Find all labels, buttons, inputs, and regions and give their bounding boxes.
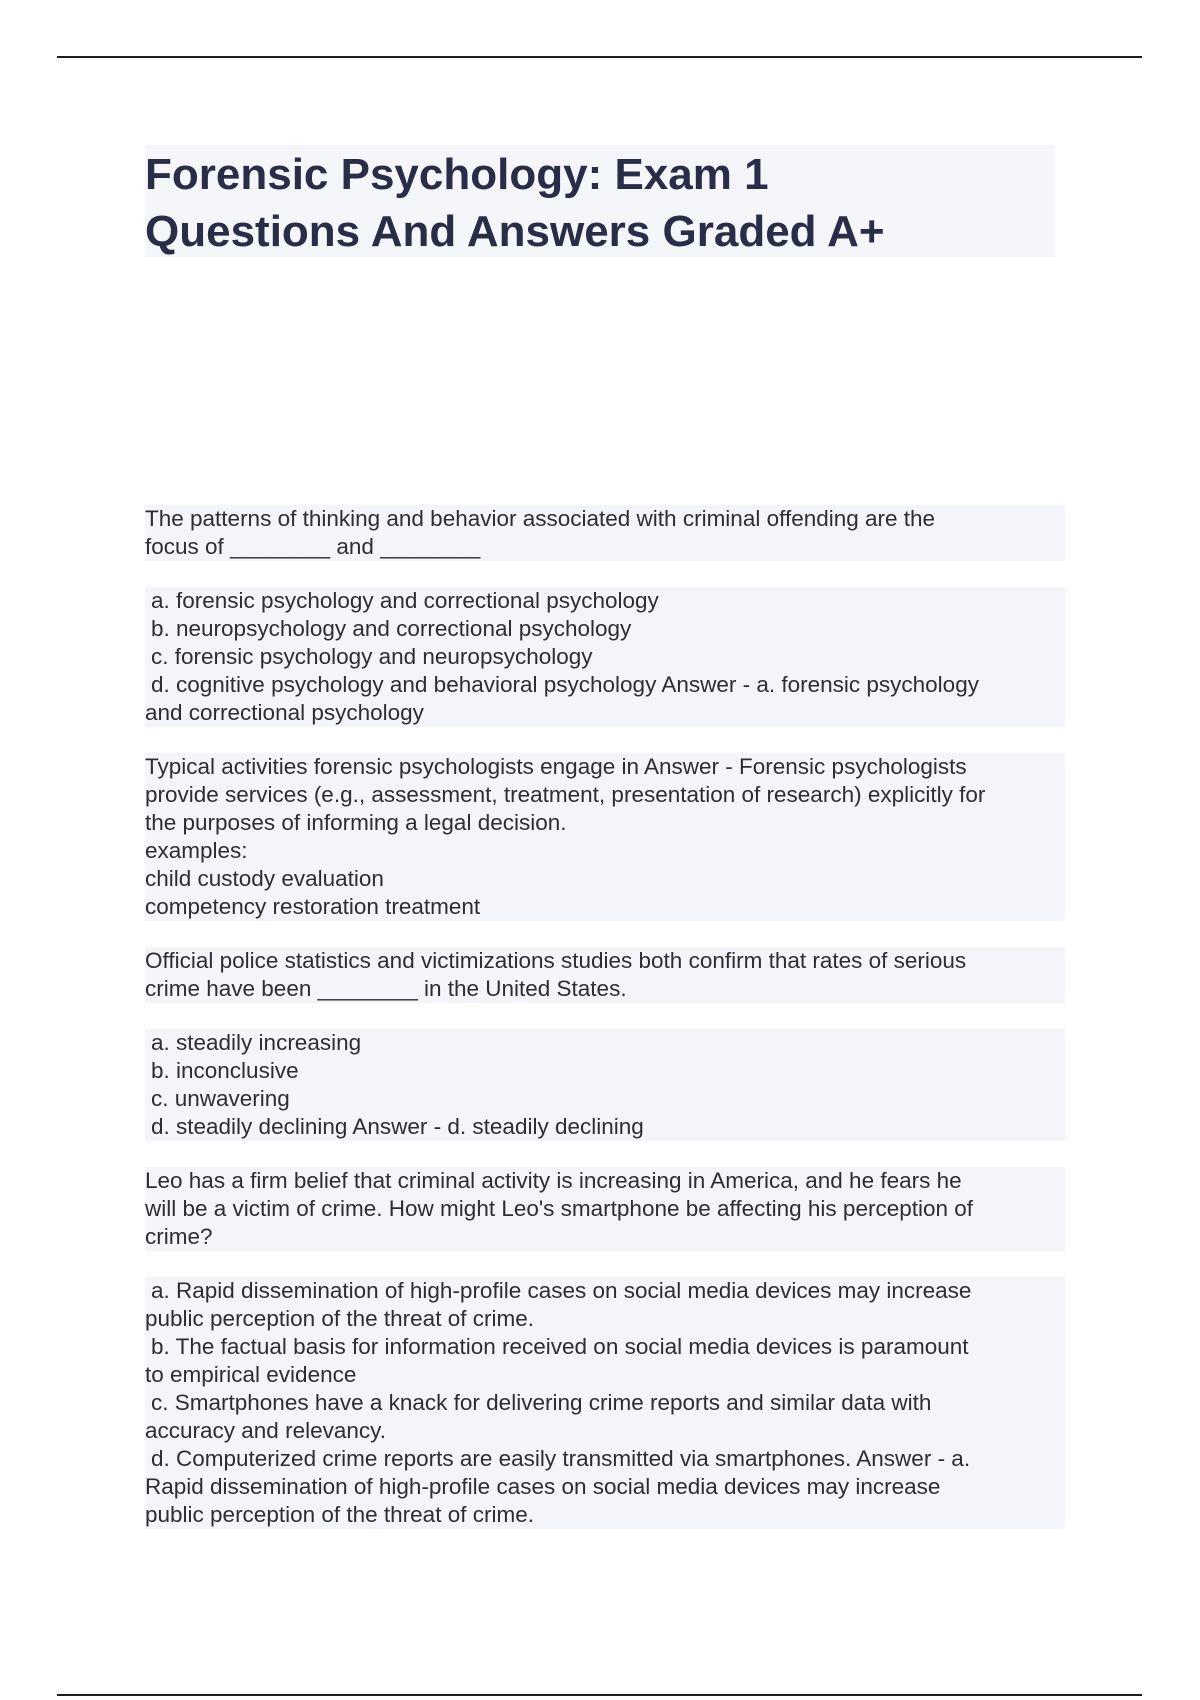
option-b: b. The factual basis for information received on social media devices is paramount <box>145 1333 1065 1361</box>
option-a: a. Rapid dissemination of high-profile cases on social media devices may increase <box>145 1277 1065 1305</box>
option-c: c. unwavering <box>145 1085 1065 1113</box>
text-line: to empirical evidence <box>145 1361 1065 1389</box>
document-title <box>145 145 1055 257</box>
text-line: Leo has a firm belief that criminal activity is increasing in America, and he fears he <box>145 1167 1065 1195</box>
title-line-1: Forensic Psychology: Exam 1 <box>145 150 769 199</box>
question-1-options <box>145 587 1065 727</box>
top-rule <box>57 56 1142 58</box>
text-line: provide services (e.g., assessment, treatment, presentation of research) explicitly for <box>145 781 1065 809</box>
question-4-options <box>145 1277 1065 1529</box>
title-line-2: Questions And Answers Graded A+ <box>145 207 885 256</box>
text-line: will be a victim of crime. How might Leo's smartphone be affecting his perception of <box>145 1195 1065 1223</box>
text-line: examples: <box>145 837 1065 865</box>
document-body <box>145 505 1065 1555</box>
question-3-stem <box>145 947 1065 1003</box>
text-line: crime have been ________ in the United States. <box>145 975 1065 1003</box>
question-2 <box>145 753 1065 921</box>
answer-continuation: and correctional psychology <box>145 699 1065 727</box>
text-line: public perception of the threat of crime. <box>145 1501 1065 1529</box>
option-d-with-answer: d. cognitive psychology and behavioral psychology Answer - a. forensic psychology <box>145 671 1065 699</box>
text-line: child custody evaluation <box>145 865 1065 893</box>
text-line: competency restoration treatment <box>145 893 1065 921</box>
option-a: a. steadily increasing <box>145 1029 1065 1057</box>
option-b: b. neuropsychology and correctional psychology <box>145 615 1065 643</box>
option-b: b. inconclusive <box>145 1057 1065 1085</box>
text-line: focus of ________ and ________ <box>145 533 1065 561</box>
text-line: crime? <box>145 1223 1065 1251</box>
option-d-with-answer: d. steadily declining Answer - d. steadily declining <box>145 1113 1065 1141</box>
option-d-with-answer: d. Computerized crime reports are easily transmitted via smartphones. Answer - a. <box>145 1445 1065 1473</box>
text-line: The patterns of thinking and behavior associated with criminal offending are the <box>145 505 1065 533</box>
option-c: c. forensic psychology and neuropsychology <box>145 643 1065 671</box>
text-line: public perception of the threat of crime. <box>145 1305 1065 1333</box>
question-4-stem <box>145 1167 1065 1251</box>
text-line: Typical activities forensic psychologists engage in Answer - Forensic psychologists <box>145 753 1065 781</box>
bottom-rule <box>57 1694 1142 1696</box>
text-line: the purposes of informing a legal decision. <box>145 809 1065 837</box>
question-3-options <box>145 1029 1065 1141</box>
option-c: c. Smartphones have a knack for delivering crime reports and similar data with <box>145 1389 1065 1417</box>
option-a: a. forensic psychology and correctional psychology <box>145 587 1065 615</box>
text-line: Official police statistics and victimizations studies both confirm that rates of serious <box>145 947 1065 975</box>
text-line: accuracy and relevancy. <box>145 1417 1065 1445</box>
question-1-stem <box>145 505 1065 561</box>
text-line: Rapid dissemination of high-profile cases on social media devices may increase <box>145 1473 1065 1501</box>
